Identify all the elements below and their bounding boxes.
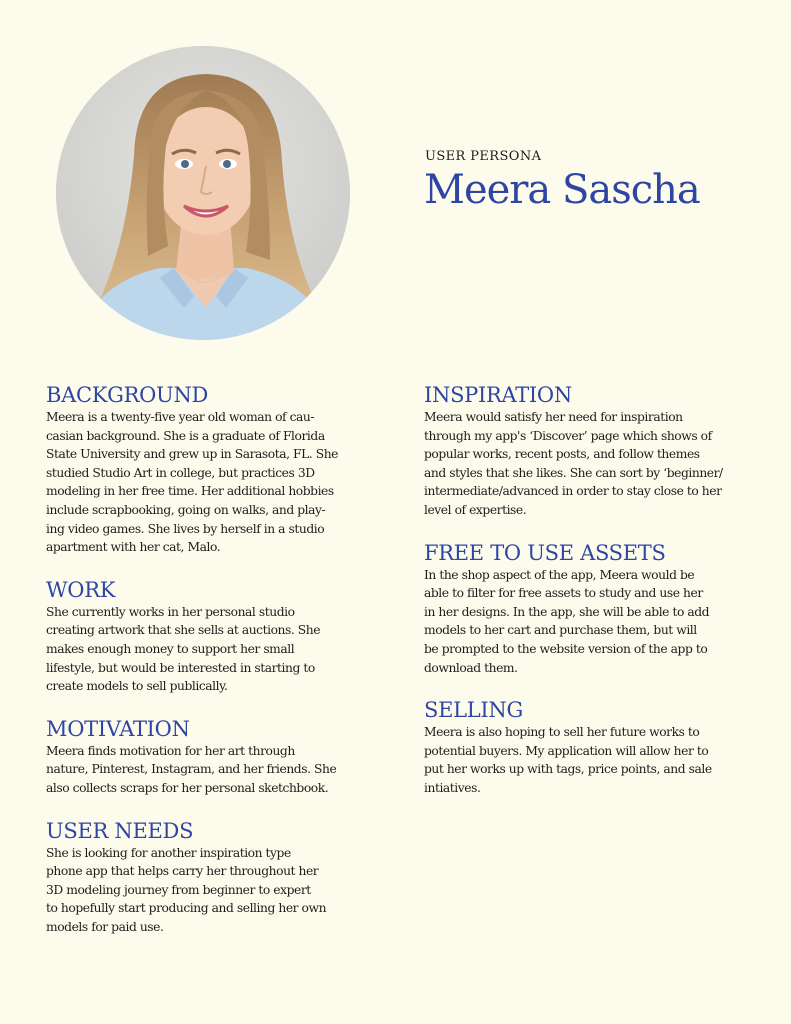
right-column (424, 382, 764, 818)
text-line: create models to sell publically. (46, 679, 228, 694)
text-line: Meera would satisfy her need for inspiration (424, 410, 683, 424)
text-line: Meera is a twenty-five year old woman of cau- (46, 410, 315, 424)
section-work (46, 577, 371, 696)
persona-label: USER PERSONA (425, 149, 542, 164)
section-title: FREE TO USE ASSETS (424, 540, 666, 565)
section-selling (424, 697, 764, 797)
text-line: In the shop aspect of the app, Meera would be (424, 567, 695, 582)
text-line: models for paid use. (46, 919, 164, 934)
section-user-needs (46, 818, 371, 937)
portrait-photo (56, 46, 350, 340)
section-free-to-use-assets (424, 540, 764, 678)
text-line: studied Studio Art in college, but practices 3D (46, 465, 315, 480)
section-body (424, 408, 764, 520)
text-line: level of expertise. (424, 502, 527, 517)
text-line: able to filter for free assets to study and use her (424, 586, 703, 601)
section-title: MOTIVATION (46, 716, 190, 741)
text-line: creating artwork that she sells at auctions. She (46, 623, 321, 638)
text-line: intermediate/advanced in order to stay close to her (424, 484, 722, 499)
text-line: apartment with her cat, Malo. (46, 540, 221, 555)
text-line: ing video games. She lives by herself in a studio (46, 521, 325, 536)
text-line: nature, Pinterest, Instagram, and her friends. She (46, 762, 337, 777)
text-line: intiatives. (424, 780, 481, 795)
section-title: INSPIRATION (424, 383, 572, 407)
text-line: download them. (424, 660, 518, 675)
text-line: She currently works in her personal studio (46, 604, 295, 619)
text-line: models to her cart and purchase them, but will (424, 623, 697, 638)
text-line: to hopefully start producing and selling her own (46, 901, 327, 916)
section-title: USER NEEDS (46, 818, 194, 843)
text-line: be prompted to the website version of the app to (424, 641, 708, 656)
text-line: casian background. She is a graduate of Florida (46, 428, 325, 443)
text-line: Meera is also hoping to sell her future works to (424, 725, 700, 740)
text-line: She is looking for another inspiration type (46, 845, 291, 860)
section-body (46, 742, 371, 798)
section-motivation (46, 716, 371, 798)
section-body (46, 603, 371, 696)
section-title: BACKGROUND (46, 383, 209, 407)
text-line: popular works, recent posts, and follow themes (424, 447, 700, 462)
section-body (424, 723, 764, 797)
text-line: also collects scraps for her personal sketchbook. (46, 780, 329, 795)
section-title: WORK (46, 577, 116, 602)
text-line: lifestyle, but would be interested in starting to (46, 660, 315, 675)
text-line: modeling in her free time. Her additional hobbies (46, 484, 334, 499)
text-line: 3D modeling journey from beginner to expert (46, 882, 311, 897)
text-line: put her works up with tags, price points, and sale (424, 762, 712, 777)
text-line: potential buyers. My application will allow her to (424, 743, 709, 758)
text-line: State University and grew up in Sarasota, FL. She (46, 447, 338, 462)
persona-photo (56, 46, 350, 340)
text-line: and styles that she likes. She can sort by ‘beginner/ (424, 465, 723, 480)
text-line: through my app's ‘Discover’ page which shows of (424, 428, 712, 443)
text-line: in her designs. In the app, she will be able to add (424, 604, 710, 619)
text-line: Meera finds motivation for her art through (46, 743, 295, 758)
section-background (46, 382, 371, 557)
persona-name: Meera Sascha (424, 167, 700, 213)
section-inspiration (424, 382, 764, 520)
text-line: makes enough money to support her small (46, 641, 295, 656)
text-line: include scrapbooking, going on walks, and play- (46, 502, 326, 517)
section-body (424, 566, 764, 678)
section-body (46, 844, 371, 937)
section-title: SELLING (424, 698, 523, 723)
text-line: phone app that helps carry her throughout her (46, 864, 319, 879)
section-body (46, 408, 371, 557)
left-column (46, 382, 371, 956)
